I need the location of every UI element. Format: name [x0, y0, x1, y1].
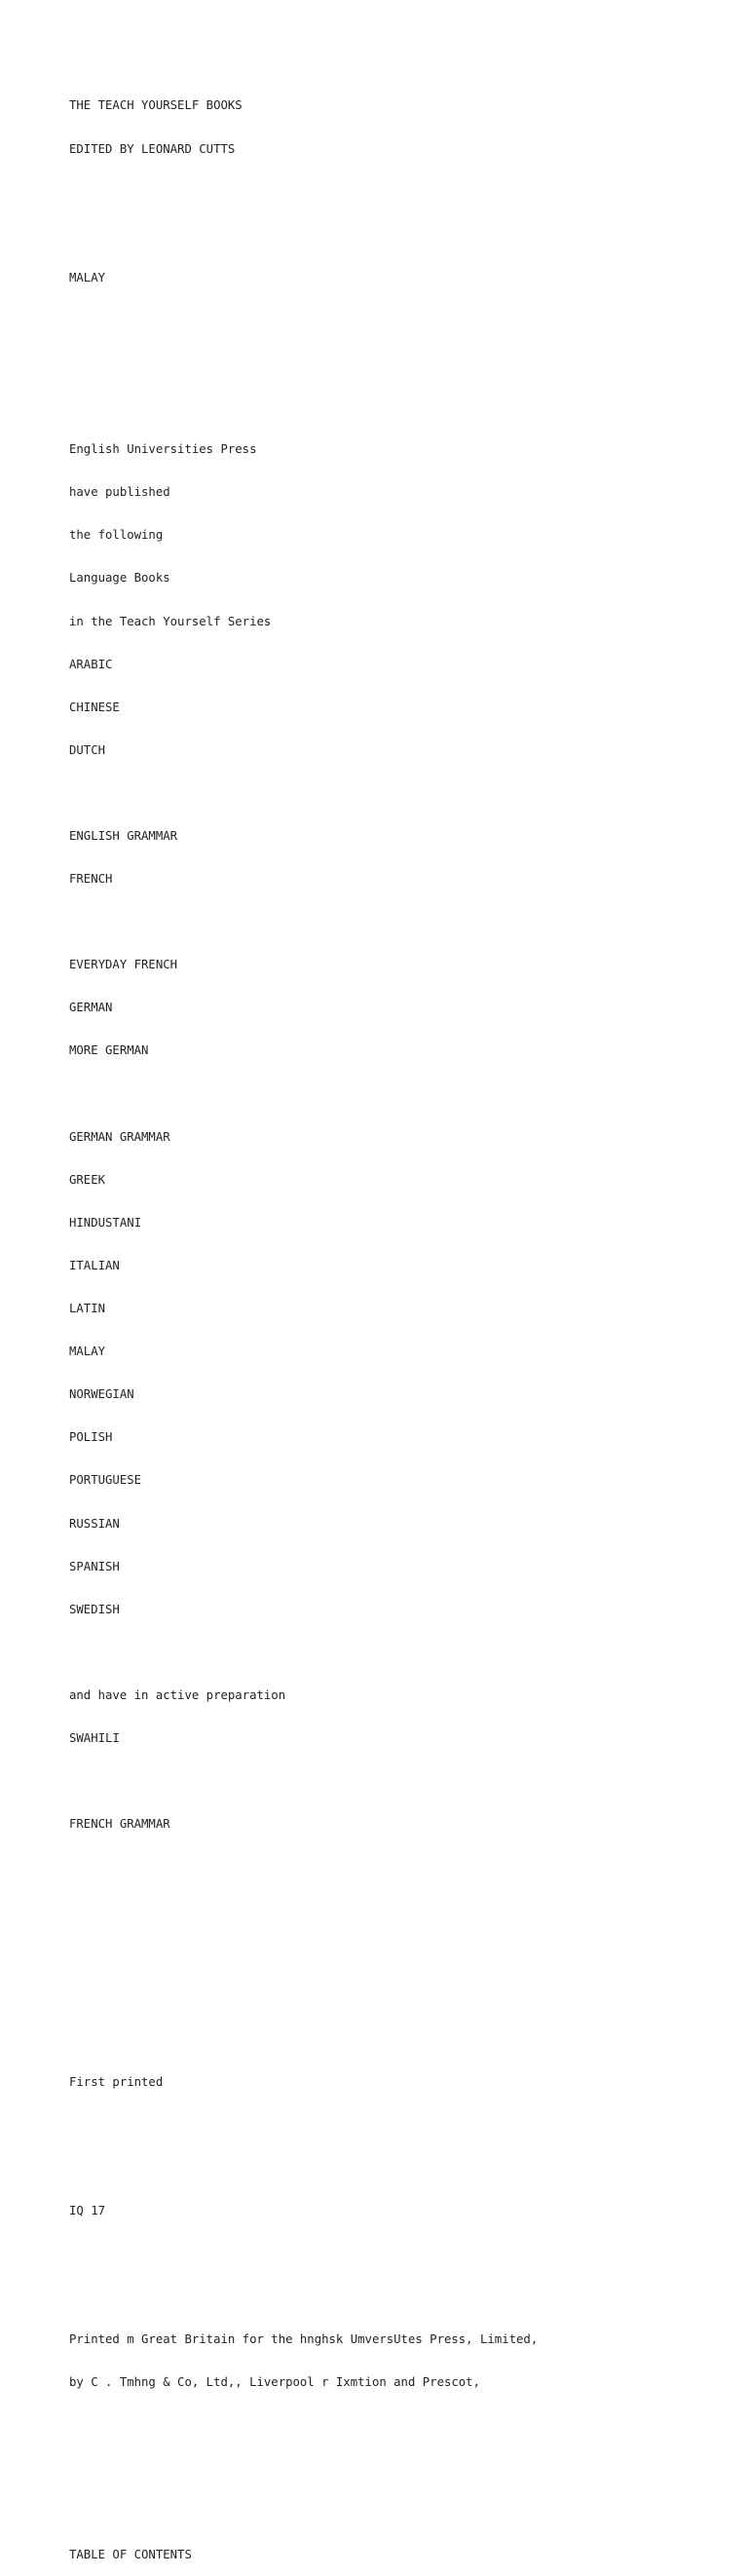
publisher-note-line: Language Books — [69, 571, 170, 586]
book-list-item: SWEDISH — [69, 1602, 120, 1616]
toc-heading: TABLE OF CONTENTS — [69, 2547, 192, 2561]
first-printed-label: First printed — [69, 2074, 164, 2089]
document-page — [69, 70, 538, 2576]
book-list-item: GERMAN — [69, 1001, 113, 1015]
book-list-item: ARABIC — [69, 657, 113, 671]
book-list-item: CHINESE — [69, 700, 120, 714]
preparation-item: SWAHILI — [69, 1730, 120, 1745]
series-title: THE TEACH YOURSELF BOOKS — [69, 98, 243, 113]
printer-line: Printed m Great Britain for the hnghsk UmversUtes Press, Limited, — [69, 2332, 539, 2347]
book-list-item: NORWEGIAN — [69, 1387, 134, 1402]
book-list-item: MORE GERMAN — [69, 1043, 149, 1058]
book-list-item: GERMAN GRAMMAR — [69, 1129, 170, 1144]
book-list-item: SPANISH — [69, 1559, 120, 1573]
book-list-item: RUSSIAN — [69, 1516, 120, 1531]
book-list-item: GREEK — [69, 1172, 106, 1187]
book-list-item: ITALIAN — [69, 1258, 120, 1272]
print-year: IQ 17 — [69, 2204, 106, 2217]
editor-line: EDITED BY LEONARD CUTTS — [69, 141, 236, 156]
publisher-note-line: English Universities Press — [69, 442, 257, 457]
book-list-item: FRENCH — [69, 872, 113, 887]
publisher-note-line: the following — [69, 528, 164, 543]
book-title: MALAY — [69, 270, 106, 284]
book-list-item: HINDUSTANI — [69, 1215, 142, 1230]
publisher-note-line: in the Teach Yourself Series — [69, 614, 272, 628]
book-list-item: MALAY — [69, 1345, 106, 1359]
book-list-item: PORTUGUESE — [69, 1473, 142, 1488]
preparation-item: FRENCH GRAMMAR — [69, 1817, 170, 1832]
book-list-item: POLISH — [69, 1430, 113, 1445]
book-list-item: DUTCH — [69, 742, 106, 757]
publisher-note-line: have published — [69, 485, 170, 500]
book-list-item: ENGLISH GRAMMAR — [69, 829, 178, 843]
printer-line: by C . Tmhng & Co, Ltd,, Liverpool r Ixmtion and Prescot, — [69, 2375, 480, 2390]
book-list-item: LATIN — [69, 1302, 106, 1316]
preparation-intro: and have in active preparation — [69, 1687, 286, 1702]
book-list-item: EVERYDAY FRENCH — [69, 958, 178, 972]
